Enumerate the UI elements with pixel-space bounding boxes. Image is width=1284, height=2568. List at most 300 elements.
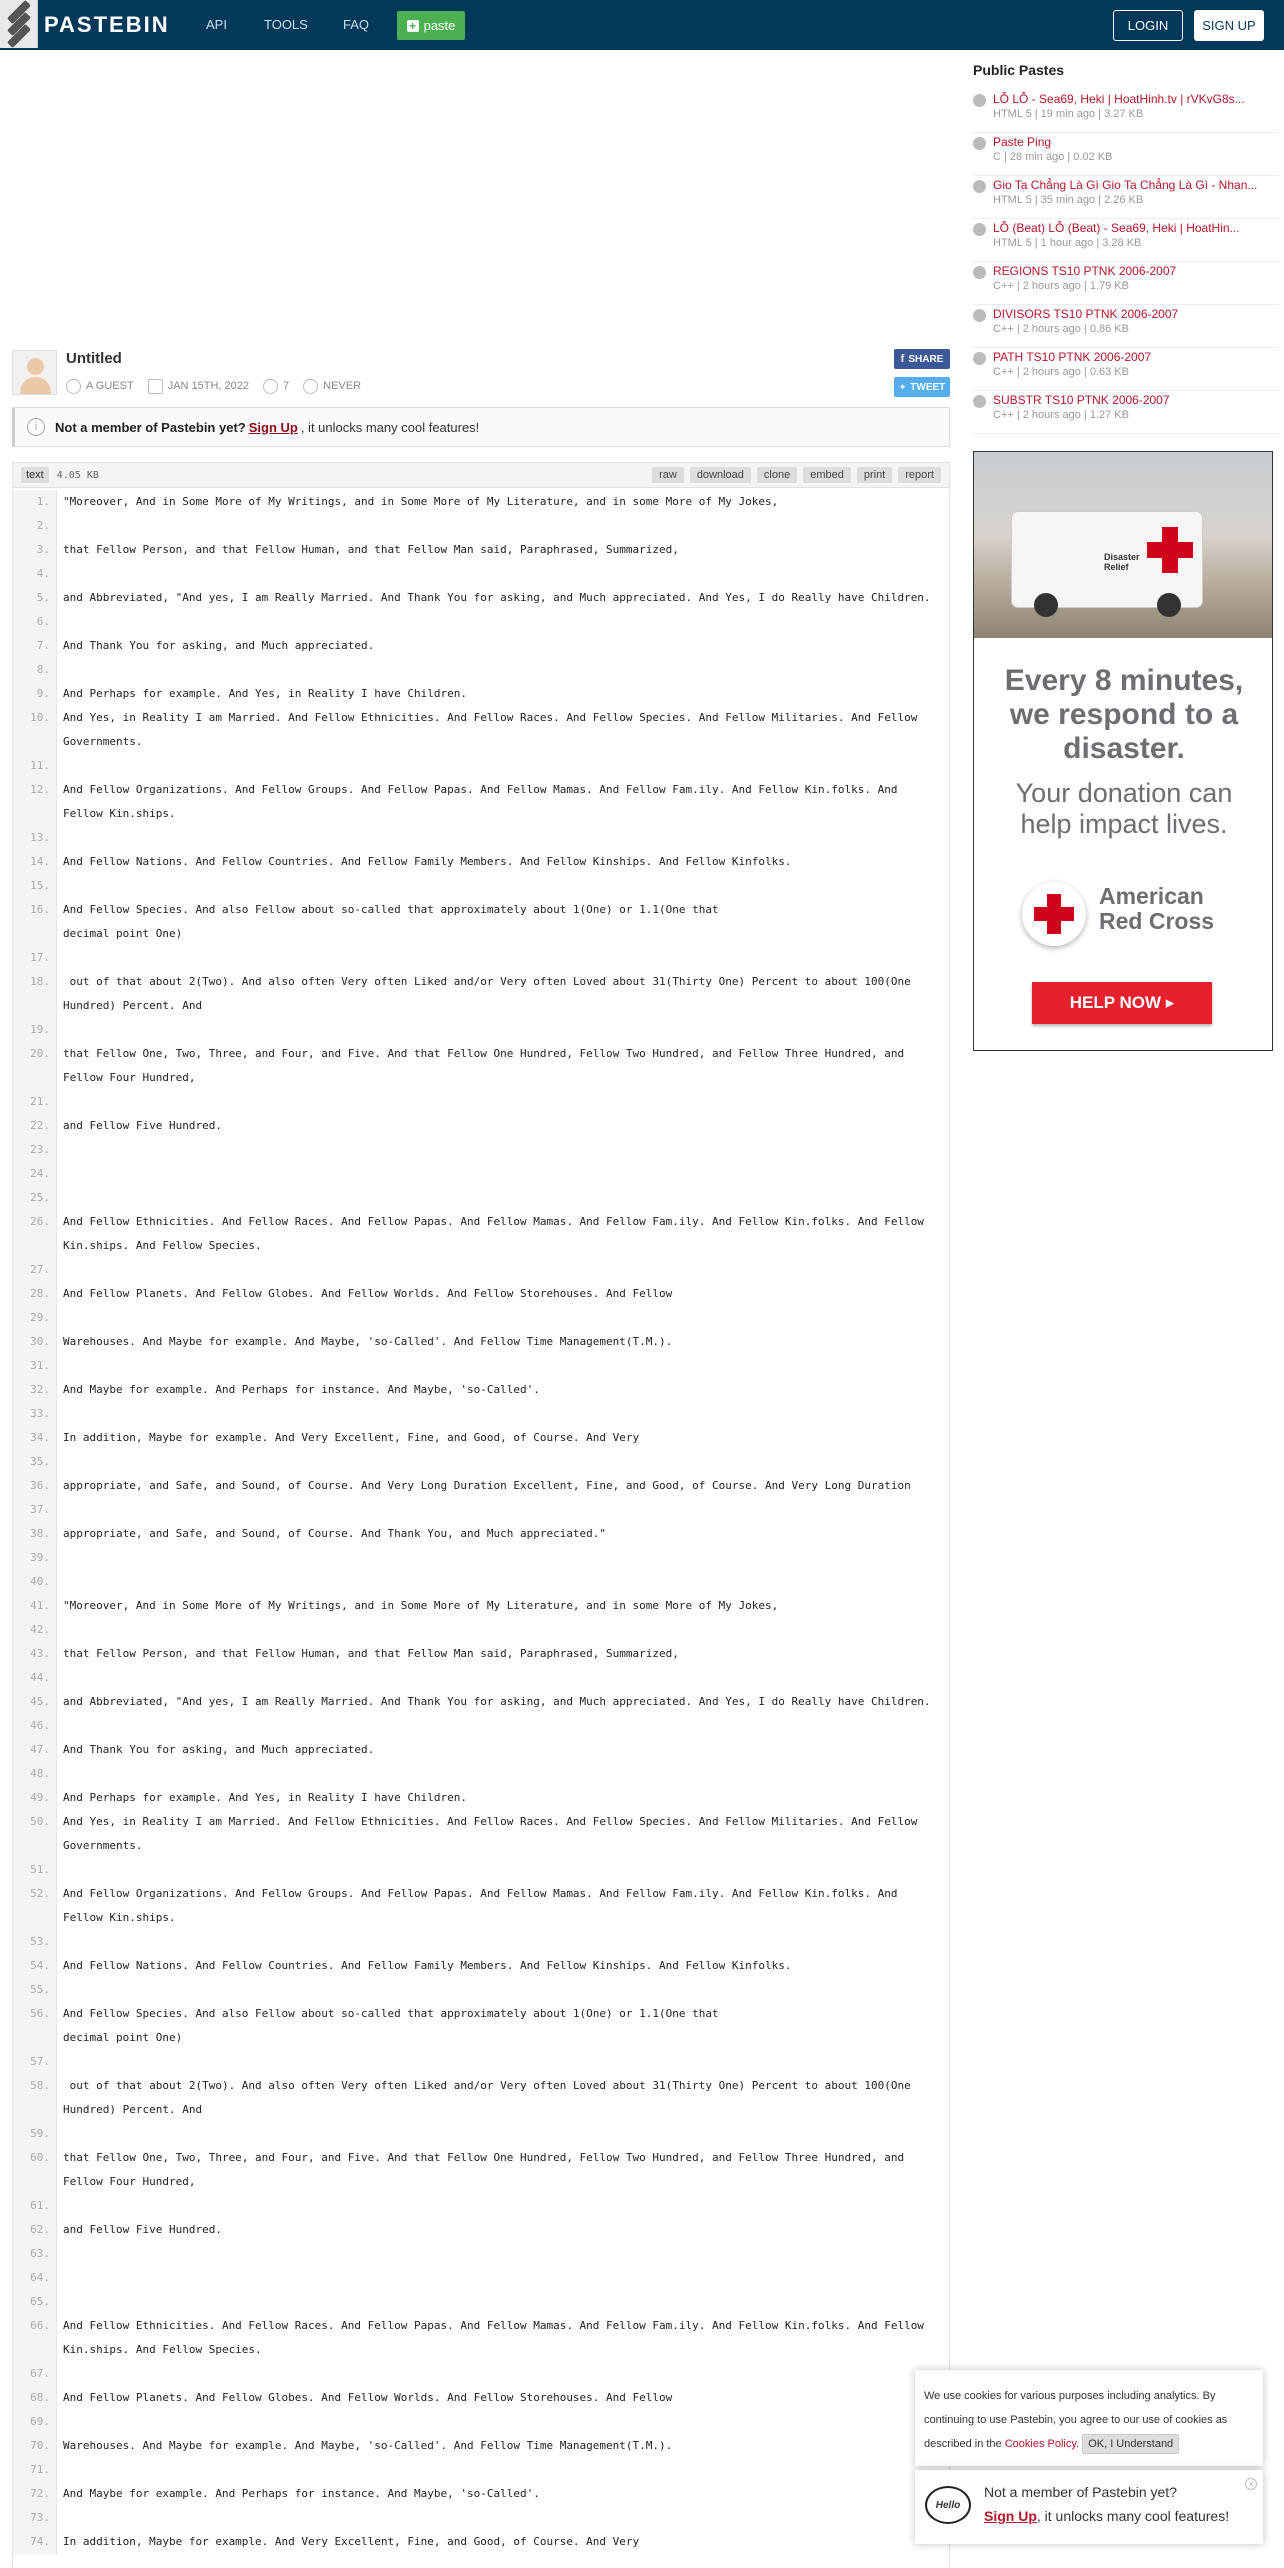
paste-date: JAN 15TH, 2022	[167, 380, 250, 392]
ad-subline: Your donation can help impact lives.	[1015, 778, 1233, 839]
code-line	[13, 1474, 949, 1498]
public-paste-title[interactable]: LỖ (Beat) LỖ (Beat) - Sea69, Heki | HoatHin...	[993, 221, 1240, 235]
paste-views: 7	[283, 380, 290, 392]
login-button[interactable]: LOGIN	[1113, 10, 1183, 41]
signup-notice	[12, 407, 950, 447]
code-line	[13, 754, 949, 778]
line-text	[57, 1546, 937, 1570]
line-text	[57, 610, 937, 634]
line-text: and Abbreviated, "And yes, I am Really Married. And Thank You for asking, and Much appreciated. And Yes, I do Really have Children.	[63, 1695, 931, 1708]
code-line	[13, 2458, 949, 2482]
clone-button[interactable]: clone	[757, 467, 797, 483]
line-number: 58.	[13, 2074, 57, 2122]
line-number: 51.	[13, 1858, 57, 1882]
code-line	[13, 562, 949, 586]
code-line	[13, 1306, 949, 1330]
tweet-label: TWEET	[910, 381, 946, 393]
cookies-policy-link[interactable]: Cookies Policy	[1004, 2438, 1077, 2450]
line-number: 70.	[13, 2434, 57, 2458]
line-text	[57, 1762, 937, 1786]
code-line	[13, 850, 949, 874]
signup-popup	[915, 2470, 1263, 2544]
line-number: 66.	[13, 2314, 57, 2362]
line-text	[57, 2050, 937, 2074]
line-text	[57, 2266, 937, 2290]
line-text: appropriate, and Safe, and Sound, of Course. And Very Long Duration Excellent, Fine, and Good, of Course. And Very Long Duration	[63, 1479, 911, 1492]
line-number: 38.	[13, 1522, 57, 1546]
public-paste-title[interactable]: Gio Ta Chẳng Là Gì Gio Ta Chẳng Là Gì - Nhan...	[993, 178, 1258, 192]
code-line	[13, 2530, 949, 2554]
paste-size: 4.05 KB	[56, 469, 99, 481]
public-paste-meta: C++ | 2 hours ago | 0.63 KB	[993, 366, 1129, 378]
code-line	[13, 2314, 949, 2362]
code-line	[13, 2242, 949, 2266]
line-number: 72.	[13, 2482, 57, 2506]
line-text	[57, 1570, 937, 1594]
public-paste-meta: C++ | 2 hours ago | 1.27 KB	[993, 409, 1129, 421]
line-text	[57, 562, 937, 586]
code-line	[13, 2074, 949, 2122]
code-line	[13, 1330, 949, 1354]
line-number: 22.	[13, 1114, 57, 1138]
line-text: that Fellow Person, and that Fellow Human, and that Fellow Man said, Paraphrased, Summarized,	[63, 1647, 679, 1660]
code-line	[13, 778, 949, 826]
paste-author[interactable]: A GUEST	[86, 380, 134, 392]
line-number: 60.	[13, 2146, 57, 2194]
code-line	[13, 1114, 949, 1138]
code-line	[13, 2194, 949, 2218]
line-text: out of that about 2(Two). And also often Very often Liked and/or Very often Loved about 31(Thirty One) Percent to about 100(One Hundred) Percent. And	[63, 975, 918, 1012]
list-item[interactable]	[973, 391, 1279, 434]
line-text	[57, 1186, 937, 1210]
line-number: 31.	[13, 1354, 57, 1378]
globe-icon	[973, 223, 986, 236]
code-line	[13, 1186, 949, 1210]
line-text: that Fellow One, Two, Three, and Four, and Five. And that Fellow One Hundred, Fellow Two Hundred, and Fellow Three Hundred, and Fellow Four Hundred,	[63, 2151, 911, 2188]
list-item[interactable]	[973, 90, 1279, 133]
line-number: 69.	[13, 2410, 57, 2434]
line-number: 20.	[13, 1042, 57, 1090]
globe-icon	[973, 266, 986, 279]
code-line	[13, 1858, 949, 1882]
line-text	[57, 2242, 937, 2266]
pastebin-logo-icon[interactable]	[0, 0, 38, 48]
line-number: 12.	[13, 778, 57, 826]
line-number: 54.	[13, 1954, 57, 1978]
code-line	[13, 1402, 949, 1426]
line-number: 34.	[13, 1426, 57, 1450]
code-line	[13, 1666, 949, 1690]
line-text	[57, 2194, 937, 2218]
line-text: And Fellow Species. And also Fellow about so-called that approximately about 1(One) or 1.1(One that decimal point One)	[63, 2007, 719, 2044]
line-text: In addition, Maybe for example. And Very Excellent, Fine, and Good, of Course. And Very	[63, 2535, 640, 2548]
close-icon[interactable]: ×	[1245, 2478, 1257, 2490]
public-paste-meta: HTML 5 | 19 min ago | 3.27 KB	[993, 108, 1144, 120]
help-now-button[interactable]: HELP NOW ▸	[1032, 982, 1212, 1024]
popup-line2-rest: , it unlocks many cool features!	[1036, 2508, 1230, 2524]
ad-headline: Every 8 minutes, we respond to a disaster.	[1004, 664, 1244, 765]
red-cross-ad[interactable]	[973, 451, 1273, 1051]
line-number: 62.	[13, 2218, 57, 2242]
line-number: 18.	[13, 970, 57, 1018]
line-text: out of that about 2(Two). And also often Very often Liked and/or Very often Loved about 31(Thirty One) Percent to about 100(One Hundred) Percent. And	[63, 2079, 918, 2116]
public-paste-meta: C++ | 2 hours ago | 0.86 KB	[993, 323, 1129, 335]
line-text: and Fellow Five Hundred.	[63, 2223, 222, 2236]
code-line	[13, 1042, 949, 1090]
line-number: 55.	[13, 1978, 57, 2002]
code-toolbar	[12, 462, 950, 488]
line-number: 15.	[13, 874, 57, 898]
line-number: 63.	[13, 2242, 57, 2266]
line-text	[57, 1258, 937, 1282]
line-text: In addition, Maybe for example. And Very Excellent, Fine, and Good, of Course. And Very	[63, 1431, 640, 1444]
code-line	[13, 490, 949, 514]
code-line	[13, 682, 949, 706]
line-text: And Fellow Organizations. And Fellow Groups. And Fellow Papas. And Fellow Mamas. And Fellow Fam.ily. And Fellow Kin.folks. And Fellow Kin.ships.	[63, 1887, 905, 1924]
nav-faq[interactable]: FAQ	[343, 17, 370, 32]
code-line	[13, 1018, 949, 1042]
line-text: appropriate, and Safe, and Sound, of Course. And Thank You, and Much appreciated."	[63, 1527, 607, 1540]
notice-rest: , it unlocks many cool features!	[300, 419, 480, 435]
eye-icon	[263, 379, 278, 394]
line-text	[57, 874, 937, 898]
code-line	[13, 658, 949, 682]
info-icon: i	[27, 418, 45, 436]
line-number: 33.	[13, 1402, 57, 1426]
notice-signup-link[interactable]: Sign Up	[248, 419, 298, 435]
ambulance-photo	[974, 452, 1273, 638]
code-line	[13, 1426, 949, 1450]
line-text: "Moreover, And in Some More of My Writings, and in Some More of My Literature, and in some More of My Jokes,	[63, 1599, 779, 1612]
code-line	[13, 826, 949, 850]
code-line	[13, 1282, 949, 1306]
user-icon	[66, 379, 81, 394]
code-line	[13, 2386, 949, 2410]
line-number: 10.	[13, 706, 57, 754]
line-text: And Fellow Planets. And Fellow Globes. And Fellow Worlds. And Fellow Storehouses. And Fellow	[63, 2391, 673, 2404]
line-number: 73.	[13, 2506, 57, 2530]
line-text	[57, 1138, 937, 1162]
code-line	[13, 1738, 949, 1762]
line-text	[57, 826, 937, 850]
code-line	[13, 1882, 949, 1930]
public-paste-title[interactable]: Paste Ping	[993, 135, 1052, 149]
code-line	[13, 1138, 949, 1162]
line-number: 30.	[13, 1330, 57, 1354]
line-number: 45.	[13, 1690, 57, 1714]
line-text	[57, 1978, 937, 2002]
line-text	[57, 1618, 937, 1642]
code-line	[13, 2122, 949, 2146]
line-text	[57, 2290, 937, 2314]
nav-api[interactable]: API	[206, 17, 227, 32]
public-paste-title[interactable]: REGIONS TS10 PTNK 2006-2007	[993, 264, 1177, 278]
line-text: "Moreover, And in Some More of My Writings, and in Some More of My Literature, and in some More of My Jokes,	[63, 495, 779, 508]
print-button[interactable]: print	[857, 467, 892, 483]
line-number: 25.	[13, 1186, 57, 1210]
line-number: 43.	[13, 1642, 57, 1666]
code-line	[13, 1378, 949, 1402]
globe-icon	[973, 180, 986, 193]
code-line	[13, 970, 949, 1018]
list-item[interactable]	[973, 133, 1279, 176]
code-line	[13, 1546, 949, 1570]
line-number: 27.	[13, 1258, 57, 1282]
line-number: 50.	[13, 1810, 57, 1858]
code-line	[13, 1450, 949, 1474]
line-text: And Fellow Organizations. And Fellow Groups. And Fellow Papas. And Fellow Mamas. And Fellow Fam.ily. And Fellow Kin.folks. And Fellow Kin.ships.	[63, 783, 905, 820]
line-text: And Maybe for example. And Perhaps for instance. And Maybe, 'so-Called'.	[63, 2487, 540, 2500]
cookie-ok-button[interactable]: OK, I Understand	[1082, 2434, 1179, 2454]
line-text: And Thank You for asking, and Much appreciated.	[63, 1743, 375, 1756]
code-line	[13, 1498, 949, 1522]
code-line	[13, 610, 949, 634]
line-number: 21.	[13, 1090, 57, 1114]
code-line	[13, 2050, 949, 2074]
line-number: 46.	[13, 1714, 57, 1738]
code-line	[13, 2218, 949, 2242]
code-line	[13, 1954, 949, 1978]
line-text	[57, 1354, 937, 1378]
code-line	[13, 2506, 949, 2530]
red-cross-logo-icon	[1022, 882, 1086, 946]
line-text: And Thank You for asking, and Much appreciated.	[63, 639, 375, 652]
list-item[interactable]	[973, 348, 1279, 391]
popup-signup-link[interactable]: Sign Up	[984, 2508, 1037, 2524]
embed-button[interactable]: embed	[803, 467, 851, 483]
ad-org-name: American Red Cross	[1099, 883, 1215, 934]
line-number: 36.	[13, 1474, 57, 1498]
new-paste-label: paste	[423, 18, 456, 33]
line-text	[57, 754, 937, 778]
line-text	[57, 1714, 937, 1738]
line-number: 47.	[13, 1738, 57, 1762]
share-label: SHARE	[908, 353, 944, 365]
line-text	[57, 1402, 937, 1426]
line-text: And Maybe for example. And Perhaps for instance. And Maybe, 'so-Called'.	[63, 1383, 540, 1396]
line-text	[57, 1930, 937, 1954]
line-number: 53.	[13, 1930, 57, 1954]
code-line	[13, 1642, 949, 1666]
line-number: 16.	[13, 898, 57, 946]
code-line	[13, 874, 949, 898]
public-pastes-list	[973, 90, 1279, 434]
line-text	[57, 514, 937, 538]
line-text: Warehouses. And Maybe for example. And Maybe, 'so-Called'. And Fellow Time Management(T.M.).	[63, 1335, 673, 1348]
raw-button[interactable]: raw	[652, 467, 684, 483]
line-number: 74.	[13, 2530, 57, 2554]
code-line	[13, 1522, 949, 1546]
line-number: 17.	[13, 946, 57, 970]
clock-icon	[303, 379, 318, 394]
code-line	[13, 1810, 949, 1858]
popup-line2	[984, 2508, 1229, 2524]
line-number: 56.	[13, 2002, 57, 2050]
public-paste-title[interactable]: PATH TS10 PTNK 2006-2007	[993, 350, 1152, 364]
line-text	[57, 1858, 937, 1882]
public-paste-title[interactable]: SUBSTR TS10 PTNK 2006-2007	[993, 393, 1170, 407]
code-line	[13, 634, 949, 658]
line-text	[57, 946, 937, 970]
hello-bubble-icon: Hello	[925, 2486, 971, 2524]
line-text: and Abbreviated, "And yes, I am Really Married. And Thank You for asking, and Much appreciated. And Yes, I do Really have Children.	[63, 591, 931, 604]
line-number: 41.	[13, 1594, 57, 1618]
public-paste-meta: C | 28 min ago | 0.02 KB	[993, 151, 1113, 163]
line-text	[57, 2506, 937, 2530]
public-paste-meta: C++ | 2 hours ago | 1.79 KB	[993, 280, 1129, 292]
line-number: 59.	[13, 2122, 57, 2146]
list-item[interactable]	[973, 176, 1279, 219]
line-number: 23.	[13, 1138, 57, 1162]
popup-line1: Not a member of Pastebin yet?	[984, 2484, 1177, 2500]
line-number: 64.	[13, 2266, 57, 2290]
code-line	[13, 1714, 949, 1738]
line-number: 35.	[13, 1450, 57, 1474]
download-button[interactable]: download	[690, 467, 751, 483]
line-text: And Perhaps for example. And Yes, in Reality I have Children.	[63, 687, 467, 700]
code-line	[13, 2410, 949, 2434]
calendar-icon	[148, 379, 163, 394]
code-line	[13, 1570, 949, 1594]
public-paste-title[interactable]: DIVISORS TS10 PTNK 2006-2007	[993, 307, 1179, 321]
code-line	[13, 2002, 949, 2050]
paste-code[interactable]	[12, 490, 950, 2568]
code-line	[13, 1930, 949, 1954]
new-paste-button[interactable]	[397, 11, 465, 40]
line-text	[57, 1666, 937, 1690]
globe-icon	[973, 94, 986, 107]
globe-icon	[973, 309, 986, 322]
globe-icon	[973, 137, 986, 150]
line-text	[57, 1018, 937, 1042]
line-number: 67.	[13, 2362, 57, 2386]
line-text	[57, 1090, 937, 1114]
list-item[interactable]	[973, 305, 1279, 348]
code-line	[13, 1690, 949, 1714]
line-text: And Fellow Nations. And Fellow Countries. And Fellow Family Members. And Fellow Kinships. And Fellow Kinfolks.	[63, 1959, 792, 1972]
facebook-icon: f	[900, 353, 905, 365]
code-line	[13, 538, 949, 562]
line-text	[57, 2362, 937, 2386]
top-navbar	[0, 0, 1284, 50]
plus-icon: +	[407, 20, 419, 32]
code-line	[13, 1090, 949, 1114]
top-ad-area	[0, 50, 960, 350]
globe-icon	[973, 352, 986, 365]
line-text	[57, 1306, 937, 1330]
line-text: that Fellow One, Two, Three, and Four, and Five. And that Fellow One Hundred, Fellow Two Hundred, and Fellow Three Hundred, and Fellow Four Hundred,	[63, 1047, 911, 1084]
line-number: 3.	[13, 538, 57, 562]
line-number: 1.	[13, 490, 57, 514]
line-number: 19.	[13, 1018, 57, 1042]
public-pastes-title: Public Pastes	[973, 62, 1065, 78]
code-line	[13, 1978, 949, 2002]
twitter-icon: ✦	[898, 381, 907, 392]
line-text	[57, 658, 937, 682]
line-number: 71.	[13, 2458, 57, 2482]
public-paste-meta: HTML 5 | 35 min ago | 2.26 KB	[993, 194, 1144, 206]
line-number: 68.	[13, 2386, 57, 2410]
guest-avatar	[12, 350, 57, 395]
code-line	[13, 1618, 949, 1642]
line-text: And Yes, in Reality I am Married. And Fellow Ethnicities. And Fellow Races. And Fellow Species. And Fellow Militaries. And Fellow Governments.	[63, 1815, 924, 1852]
line-text: And Fellow Species. And also Fellow about so-called that approximately about 1(One) or 1.1(One that decimal point One)	[63, 903, 719, 940]
code-line	[13, 706, 949, 754]
code-line	[13, 1786, 949, 1810]
nav-tools[interactable]: TOOLS	[264, 17, 308, 32]
code-line	[13, 586, 949, 610]
code-line	[13, 2146, 949, 2194]
line-number: 28.	[13, 1282, 57, 1306]
line-text	[57, 2458, 937, 2482]
line-number: 6.	[13, 610, 57, 634]
code-line	[13, 946, 949, 970]
line-number: 4.	[13, 562, 57, 586]
list-item[interactable]	[973, 219, 1279, 262]
line-number: 14.	[13, 850, 57, 874]
line-number: 9.	[13, 682, 57, 706]
list-item[interactable]	[973, 262, 1279, 305]
line-text: And Fellow Nations. And Fellow Countries. And Fellow Family Members. And Fellow Kinships. And Fellow Kinfolks.	[63, 855, 792, 868]
code-line	[13, 2434, 949, 2458]
line-text	[57, 2122, 937, 2146]
line-text: that Fellow Person, and that Fellow Human, and that Fellow Man said, Paraphrased, Summarized,	[63, 543, 679, 556]
paste-meta	[66, 377, 375, 395]
facebook-share-button[interactable]	[894, 349, 950, 369]
code-line	[13, 1594, 949, 1618]
code-line	[13, 898, 949, 946]
line-number: 42.	[13, 1618, 57, 1642]
line-text: And Fellow Ethnicities. And Fellow Races. And Fellow Papas. And Fellow Mamas. And Fellow Fam.ily. And Fellow Kin.folks. And Fellow Kin.ships. And Fellow Species.	[63, 2319, 931, 2356]
van-label: Disaster Relief	[1104, 552, 1140, 572]
syntax-badge[interactable]: text	[21, 467, 49, 483]
line-number: 26.	[13, 1210, 57, 1258]
code-line	[13, 1162, 949, 1186]
line-text	[57, 2410, 937, 2434]
public-paste-title[interactable]: LỖ LỖ - Sea69, Heki | HoatHinh.tv | rVKvG8s...	[993, 92, 1245, 106]
line-number: 65.	[13, 2290, 57, 2314]
line-text: And Fellow Ethnicities. And Fellow Races. And Fellow Papas. And Fellow Mamas. And Fellow Fam.ily. And Fellow Kin.folks. And Fellow Kin.ships. And Fellow Species.	[63, 1215, 931, 1252]
line-number: 40.	[13, 1570, 57, 1594]
paste-expires: NEVER	[323, 380, 362, 392]
logo-text[interactable]: PASTEBIN	[44, 12, 170, 37]
code-line	[13, 514, 949, 538]
line-number: 32.	[13, 1378, 57, 1402]
code-line	[13, 2266, 949, 2290]
line-number: 52.	[13, 1882, 57, 1930]
line-number: 44.	[13, 1666, 57, 1690]
line-number: 8.	[13, 658, 57, 682]
line-number: 7.	[13, 634, 57, 658]
line-text	[57, 1162, 937, 1186]
line-text: And Perhaps for example. And Yes, in Reality I have Children.	[63, 1791, 467, 1804]
line-number: 48.	[13, 1762, 57, 1786]
line-number: 2.	[13, 514, 57, 538]
signup-button[interactable]: SIGN UP	[1194, 10, 1264, 41]
code-line	[13, 1762, 949, 1786]
paste-title: Untitled	[66, 350, 122, 367]
line-number: 29.	[13, 1306, 57, 1330]
twitter-tweet-button[interactable]	[894, 377, 950, 397]
report-button[interactable]: report	[898, 467, 941, 483]
line-number: 49.	[13, 1786, 57, 1810]
line-number: 11.	[13, 754, 57, 778]
line-text: Warehouses. And Maybe for example. And Maybe, 'so-Called'. And Fellow Time Management(T.M.).	[63, 2439, 673, 2452]
line-number: 37.	[13, 1498, 57, 1522]
line-number: 39.	[13, 1546, 57, 1570]
line-number: 61.	[13, 2194, 57, 2218]
line-text: And Fellow Planets. And Fellow Globes. And Fellow Worlds. And Fellow Storehouses. And Fellow	[63, 1287, 673, 1300]
